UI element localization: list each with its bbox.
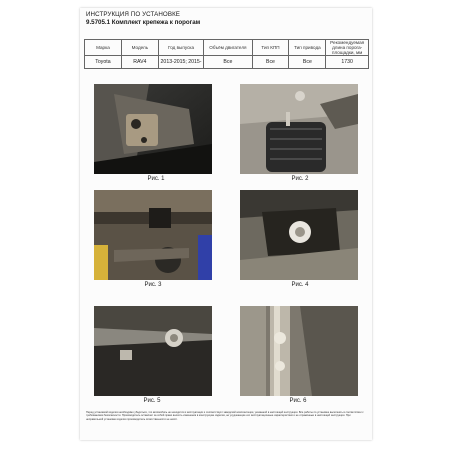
document-title: ИНСТРУКЦИЯ ПО УСТАНОВКЕ — [86, 11, 181, 18]
figure-5-caption: Рис. 5 — [143, 398, 161, 404]
footnote-text: Перед установкой изделия необходимо убедиться, что автомобиль не находится в эксплуатации и соответствует заводской комплектации, указанной в настоящей инструкции. Все работы по установке выполнять в соответствии с требованиями безопасности. Производитель оставляет за собой право вносить изменения в конструкцию изделия, не ухудшающие его эксплуатационные характеристики и не отражённые в настоящей инструкции. При неправильной установке изделия производитель ответственности не несёт. — [86, 411, 364, 421]
cell-brand: Toyota — [85, 56, 122, 69]
document-subtitle: 9.5705.1 Комплект крепежа к порогам — [86, 19, 201, 26]
header-brand: Марка — [85, 40, 122, 56]
figure-5-photo — [94, 306, 212, 396]
cell-gearbox: Все — [252, 56, 289, 69]
table-row — [85, 56, 369, 69]
figure-3-photo — [94, 190, 212, 280]
vehicle-spec-table — [84, 39, 369, 69]
cell-length: 1730 — [326, 56, 369, 69]
figure-4-photo — [240, 190, 358, 280]
cell-engine: Все — [204, 56, 252, 69]
cell-year: 2013-2015; 2015- — [158, 56, 203, 69]
header-gearbox: Тип КПП — [252, 40, 289, 56]
figure-2-caption: Рис. 2 — [291, 176, 309, 182]
figure-6-caption: Рис. 6 — [289, 398, 307, 404]
header-drive: Тип привода — [289, 40, 326, 56]
header-model: Модель — [121, 40, 158, 56]
figure-1-photo — [94, 84, 212, 174]
table-header-row — [85, 40, 369, 56]
header-length: Рекомендуемая длина порога-площадки, мм — [326, 40, 369, 56]
figure-1-caption: Рис. 1 — [147, 176, 165, 182]
header-engine: Объём двигателя — [204, 40, 252, 56]
header-year: Год выпуска — [158, 40, 203, 56]
cell-model: RAV4 — [121, 56, 158, 69]
cell-drive: Все — [289, 56, 326, 69]
figure-6-photo — [240, 306, 358, 396]
figure-4-caption: Рис. 4 — [291, 282, 309, 288]
figure-3-caption: Рис. 3 — [144, 282, 162, 288]
figure-2-photo — [240, 84, 358, 174]
